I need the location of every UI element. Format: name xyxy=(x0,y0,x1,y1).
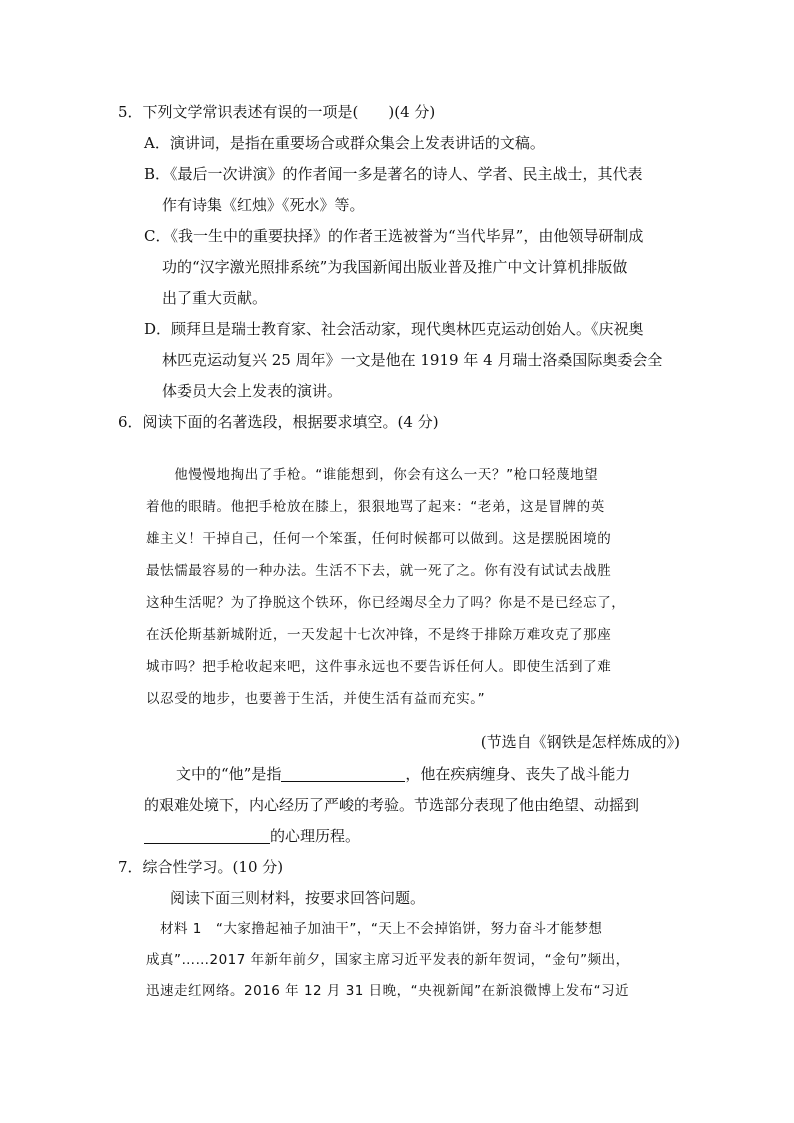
q6-passage-line: 以忍受的地步，也要善于生活，并使生活有益而充实。” xyxy=(146,691,486,707)
q5-stem: 5．下列文学常识表述有误的一项是( )(4 分) xyxy=(118,103,436,121)
q6-fill-line1 xyxy=(176,759,696,790)
q5-option-c-line3: 出了重大贡献。 xyxy=(162,289,268,307)
q5-option-d-line3: 体委员大会上发表的演讲。 xyxy=(162,382,343,400)
q6-passage-line: 城市吗？把手枪收起来吧，这件事永远也不要告诉任何人。即使生活到了难 xyxy=(146,659,612,675)
q7-stem: 7．综合性学习。(10 分) xyxy=(118,858,284,876)
q6-stem: 6．阅读下面的名著选段，根据要求填空。(4 分) xyxy=(118,413,439,431)
q5-option-d-line2: 林匹克运动复兴 25 周年》一文是他在 1919 年 4 月瑞士洛桑国际奥委会全 xyxy=(162,351,663,369)
q6-fill-line3 xyxy=(144,821,689,852)
q5-option-c-line2: 功的“汉字激光照排系统”为我国新闻出版业普及推广中文计算机排版做 xyxy=(162,258,628,276)
q6-passage-line: 雄主义！干掉自己，任何一个笨蛋，任何时候都可以做到。这是摆脱困境的 xyxy=(146,531,612,547)
q6-fill-text: 的心理历程。 xyxy=(270,827,361,845)
q6-passage-line: 最怯懦最容易的一种办法。生活不下去，就一死了之。你有没有试试去战胜 xyxy=(146,563,612,579)
answer-blank[interactable] xyxy=(144,825,270,844)
answer-blank[interactable] xyxy=(281,763,405,782)
q6-passage-line: 这种生活呢？为了挣脱这个铁环，你已经竭尽全力了吗？你是不是已经忘了， xyxy=(146,595,626,611)
q6-passage-line: 他慢慢地掏出了手枪。“谁能想到，你会有这么一天？”枪口轻蔑地望 xyxy=(146,467,599,483)
q6-source: (节选自《钢铁是怎样炼成的》) xyxy=(480,733,680,751)
q6-passage-line: 在沃伦斯基新城附近，一天发起十七次冲锋，不是终于排除万难攻克了那座 xyxy=(146,627,612,643)
q7-intro: 阅读下面三则材料，按要求回答问题。 xyxy=(170,889,426,907)
q5-option-a: A．演讲词，是指在重要场合或群众集会上发表讲话的文稿。 xyxy=(144,134,545,152)
q7-material-line: 成真”……2017 年新年前夕，国家主席习近平发表的新年贺词，“金句”频出， xyxy=(146,952,630,968)
q6-fill-text: ，他在疾病缠身、丧失了战斗能力 xyxy=(405,765,631,783)
q7-material-line: 材料 1 “大家撸起袖子加油干”，“天上不会掉馅饼，努力奋斗才能梦想 xyxy=(146,921,603,937)
q6-fill-text: 文中的“他”是指 xyxy=(176,765,282,783)
q5-option-b-line1: B．《最后一次讲演》的作者闻一多是著名的诗人、学者、民主战士，其代表 xyxy=(144,165,643,183)
q5-option-b-line2: 作有诗集《红烛》《死水》等。 xyxy=(162,196,365,214)
q6-fill-line2: 的艰难处境下，内心经历了严峻的考验。节选部分表现了他由绝望、动摇到 xyxy=(144,796,640,814)
q5-option-c-line1: C．《我一生中的重要抉择》的作者王选被誉为“当代毕昇”，由他领导研制成 xyxy=(144,227,644,245)
q5-option-d-line1: D．顾拜旦是瑞士教育家、社会活动家，现代奥林匹克运动创始人。《庆祝奥 xyxy=(144,320,644,338)
q6-passage-line: 着他的眼睛。他把手枪放在膝上，狠狠地骂了起来：“老弟，这是冒牌的英 xyxy=(146,499,605,515)
q7-material-line: 迅速走红网络。2016 年 12 月 31 日晚，“央视新闻”在新浪微博上发布“习近 xyxy=(146,983,630,999)
